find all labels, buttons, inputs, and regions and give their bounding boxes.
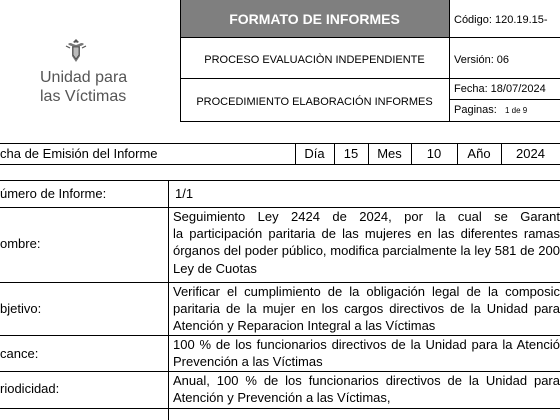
day-value: 15 [343,146,359,161]
periodicity-label: riodicidad: [0,381,60,396]
logo [30,38,150,110]
form-title: FORMATO DE INFORMES [229,11,400,27]
report-name-line-4: Ley de Cuotas [173,261,257,276]
emission-row [0,143,560,165]
day-label: Día [304,146,325,161]
objective-line-2: paritaria de la mujer en los cargos directivos de la Unidad para [173,301,560,316]
scope-line-2: Prevención a las Víctimas [173,354,323,369]
report-name-line-2: la participación paritaria de las mujeres en las diferentes ramas [173,226,560,241]
periodicity-line-2: Atención y Prevención a las Víctimas, [173,390,391,405]
scope-label: cance: [0,346,39,361]
logo-line-2: las Víctimas [40,88,127,105]
periodicity-line-1: Anual, 100 % de los funcionarios directivos de la Unidad para [173,373,560,388]
coat-of-arms-icon [64,38,88,64]
pages-label: Paginas: [454,104,497,116]
report-number-label: úmero de Informe: [0,186,107,201]
year-value: 2024 [516,146,545,161]
form-version: Versión: 06 [454,54,510,66]
form-date: Fecha: 18/07/2024 [454,83,546,95]
scope-line-1: 100 % de los funcionarios directivos de la Unidad para la Atenció [173,337,560,352]
report-number-value: 1/1 [175,186,194,201]
report-name-label: ombre: [0,236,41,251]
objective-line-1: Verificar el cumplimiento de la obligación legal de la composic [173,284,560,299]
objective-label: bjetivo: [0,301,42,316]
report-name-line-3: órganos del poder público, modifica parcialmente la ley 581 de 200 [173,243,560,258]
logo-line-1: Unidad para [40,69,128,86]
pages-value: 1 de 9 [505,106,528,115]
header-block [0,0,560,122]
objective-line-3: Atención y Reparacion Integral a las Víctimas [173,318,436,333]
process-name: PROCESO EVALUACIÒN INDEPENDIENTE [204,54,425,66]
month-value: 10 [426,146,442,161]
form-code: Código: 120.19.15- [454,14,548,26]
month-label: Mes [377,146,402,161]
procedure-name: PROCEDIMIENTO ELABORACIÓN INFORMES [196,96,433,108]
report-info-table [0,180,560,420]
report-name-line-1: Seguimiento Ley 2424 de 2024, por la cual se Garant [173,209,560,224]
year-label: Año [467,146,491,161]
emission-date-label: cha de Emisión del Informe [0,146,158,161]
